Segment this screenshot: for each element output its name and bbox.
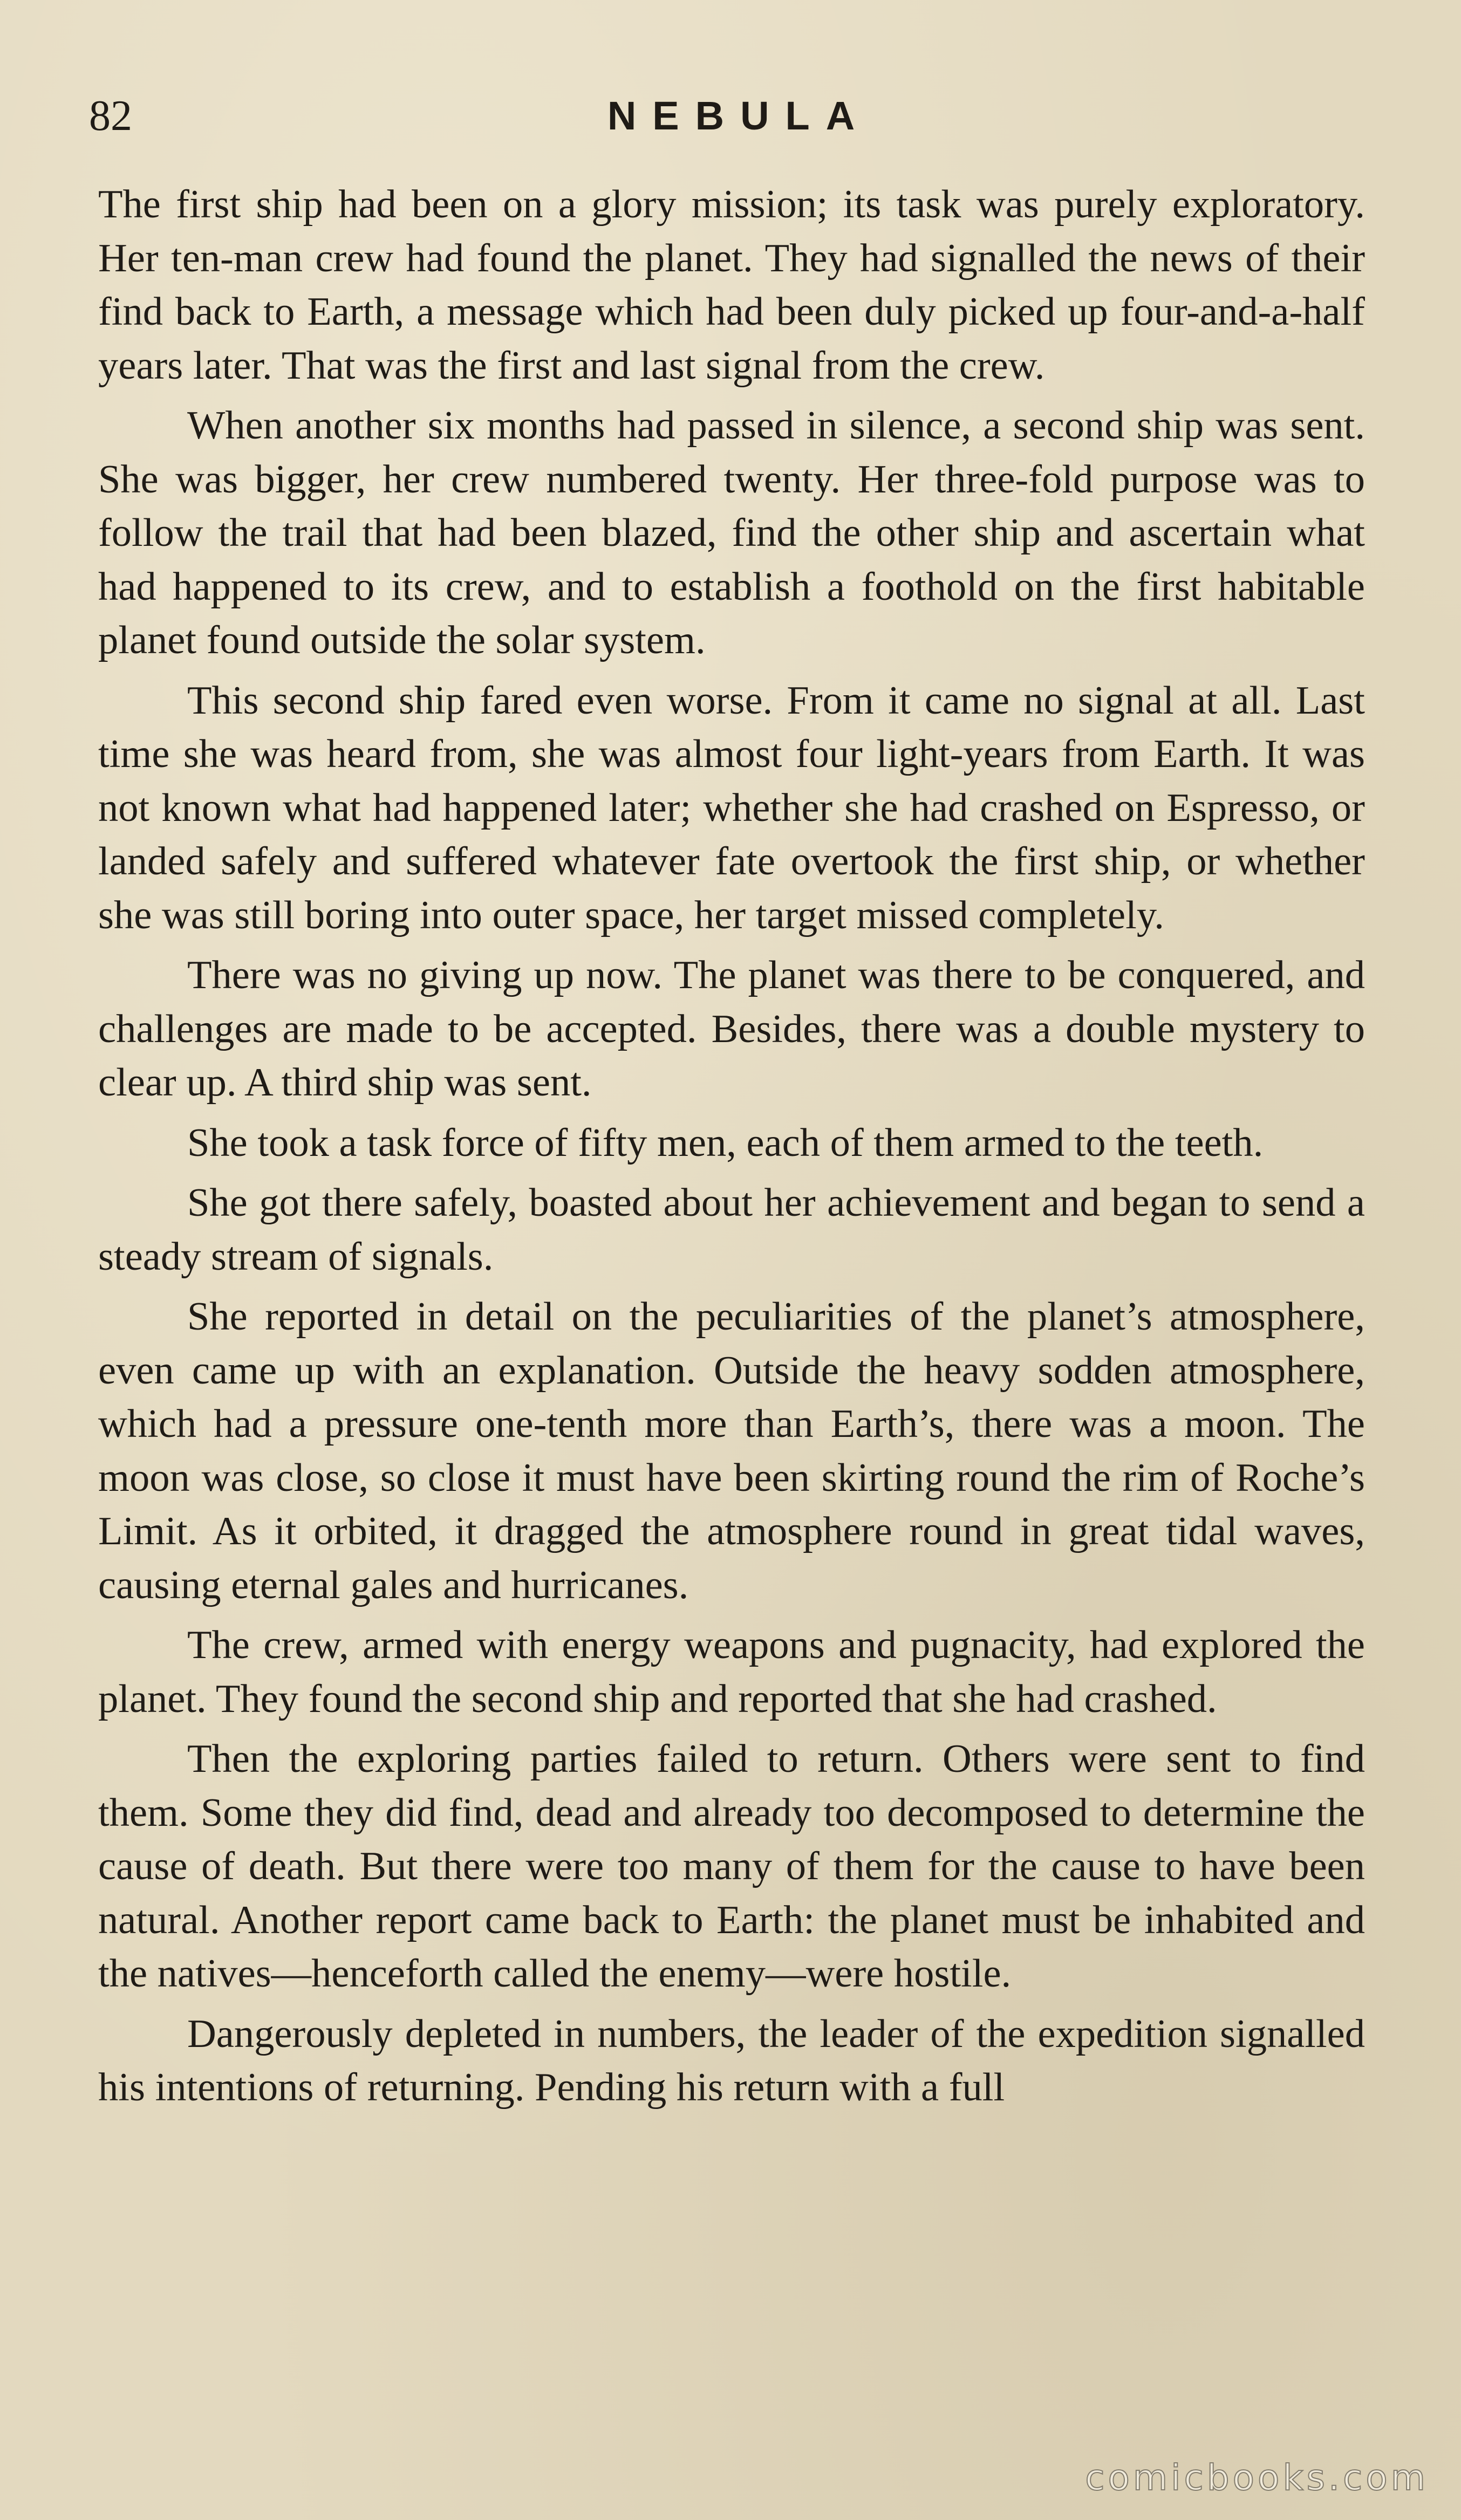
page-header (89, 86, 1373, 146)
body-text (98, 178, 1365, 2121)
paragraph: She got there safely, boasted about her achievement and began to send a steady stream of signals. (98, 1181, 1365, 1279)
paragraph: This second ship fared even worse. From it came no signal at all. Last time she was heard from, she was almost four light-years from Earth. It was not known what had happened later; whether she had crashed on Espresso, or landed safely and suffered whatever fate overtook the first ship, or whether she was still boring into outer space, her target missed completely. (98, 678, 1365, 937)
paragraph: The first ship had been on a glory mission; its task was purely exploratory. Her ten-man crew had found the planet. They had signalled the news of their find back to Earth, a message which had been duly picked up four-and-a-half years later. That was the first and last signal from the crew. (98, 182, 1365, 388)
running-head-title: NEBULA (607, 93, 871, 138)
page-number: 82 (89, 92, 132, 140)
paragraph: She took a task force of fifty men, each of them armed to the teeth. (187, 1120, 1264, 1165)
paragraph: She reported in detail on the peculiarities of the planet’s atmosphere, even came up with an explanation. Outside the heavy sodden atmosphere, which had a pressure one-tenth more than Earth’s, there was a moon. The moon was close, so close it must have been skirting round the rim of Roche’s Limit. As it orbited, it dragged the atmosphere round in great tidal waves, causing eternal gales and hurricanes. (98, 1295, 1365, 1607)
site-watermark: comicbooks.com (1085, 2457, 1429, 2498)
paragraph: Dangerously depleted in numbers, the leader of the expedition signalled his intentions of returning. Pending his return with a full (98, 2011, 1365, 2110)
paragraph: When another six months had passed in silence, a second ship was sent. She was bigger, her crew numbered twenty. Her three-fold purpose was to follow the trail that had been blazed, find the other ship and ascertain what had happened to its crew, and to establish a foothold on the first habitable planet found outside the solar system. (98, 403, 1365, 662)
paragraph: Then the exploring parties failed to return. Others were sent to find them. Some they did find, dead and already too decomposed to determine the cause of death. But there were too many of them for the cause to have been natural. Another report came back to Earth: the planet must be inhabited and the natives—henceforth called the enemy—were hostile. (98, 1737, 1365, 1996)
paragraph: The crew, armed with energy weapons and pugnacity, had explored the planet. They found the second ship and reported that she had crashed. (98, 1623, 1365, 1721)
paragraph: There was no giving up now. The planet was there to be conquered, and challenges are made to be accepted. Besides, there was a double mystery to clear up. A third ship was sent. (98, 953, 1365, 1105)
